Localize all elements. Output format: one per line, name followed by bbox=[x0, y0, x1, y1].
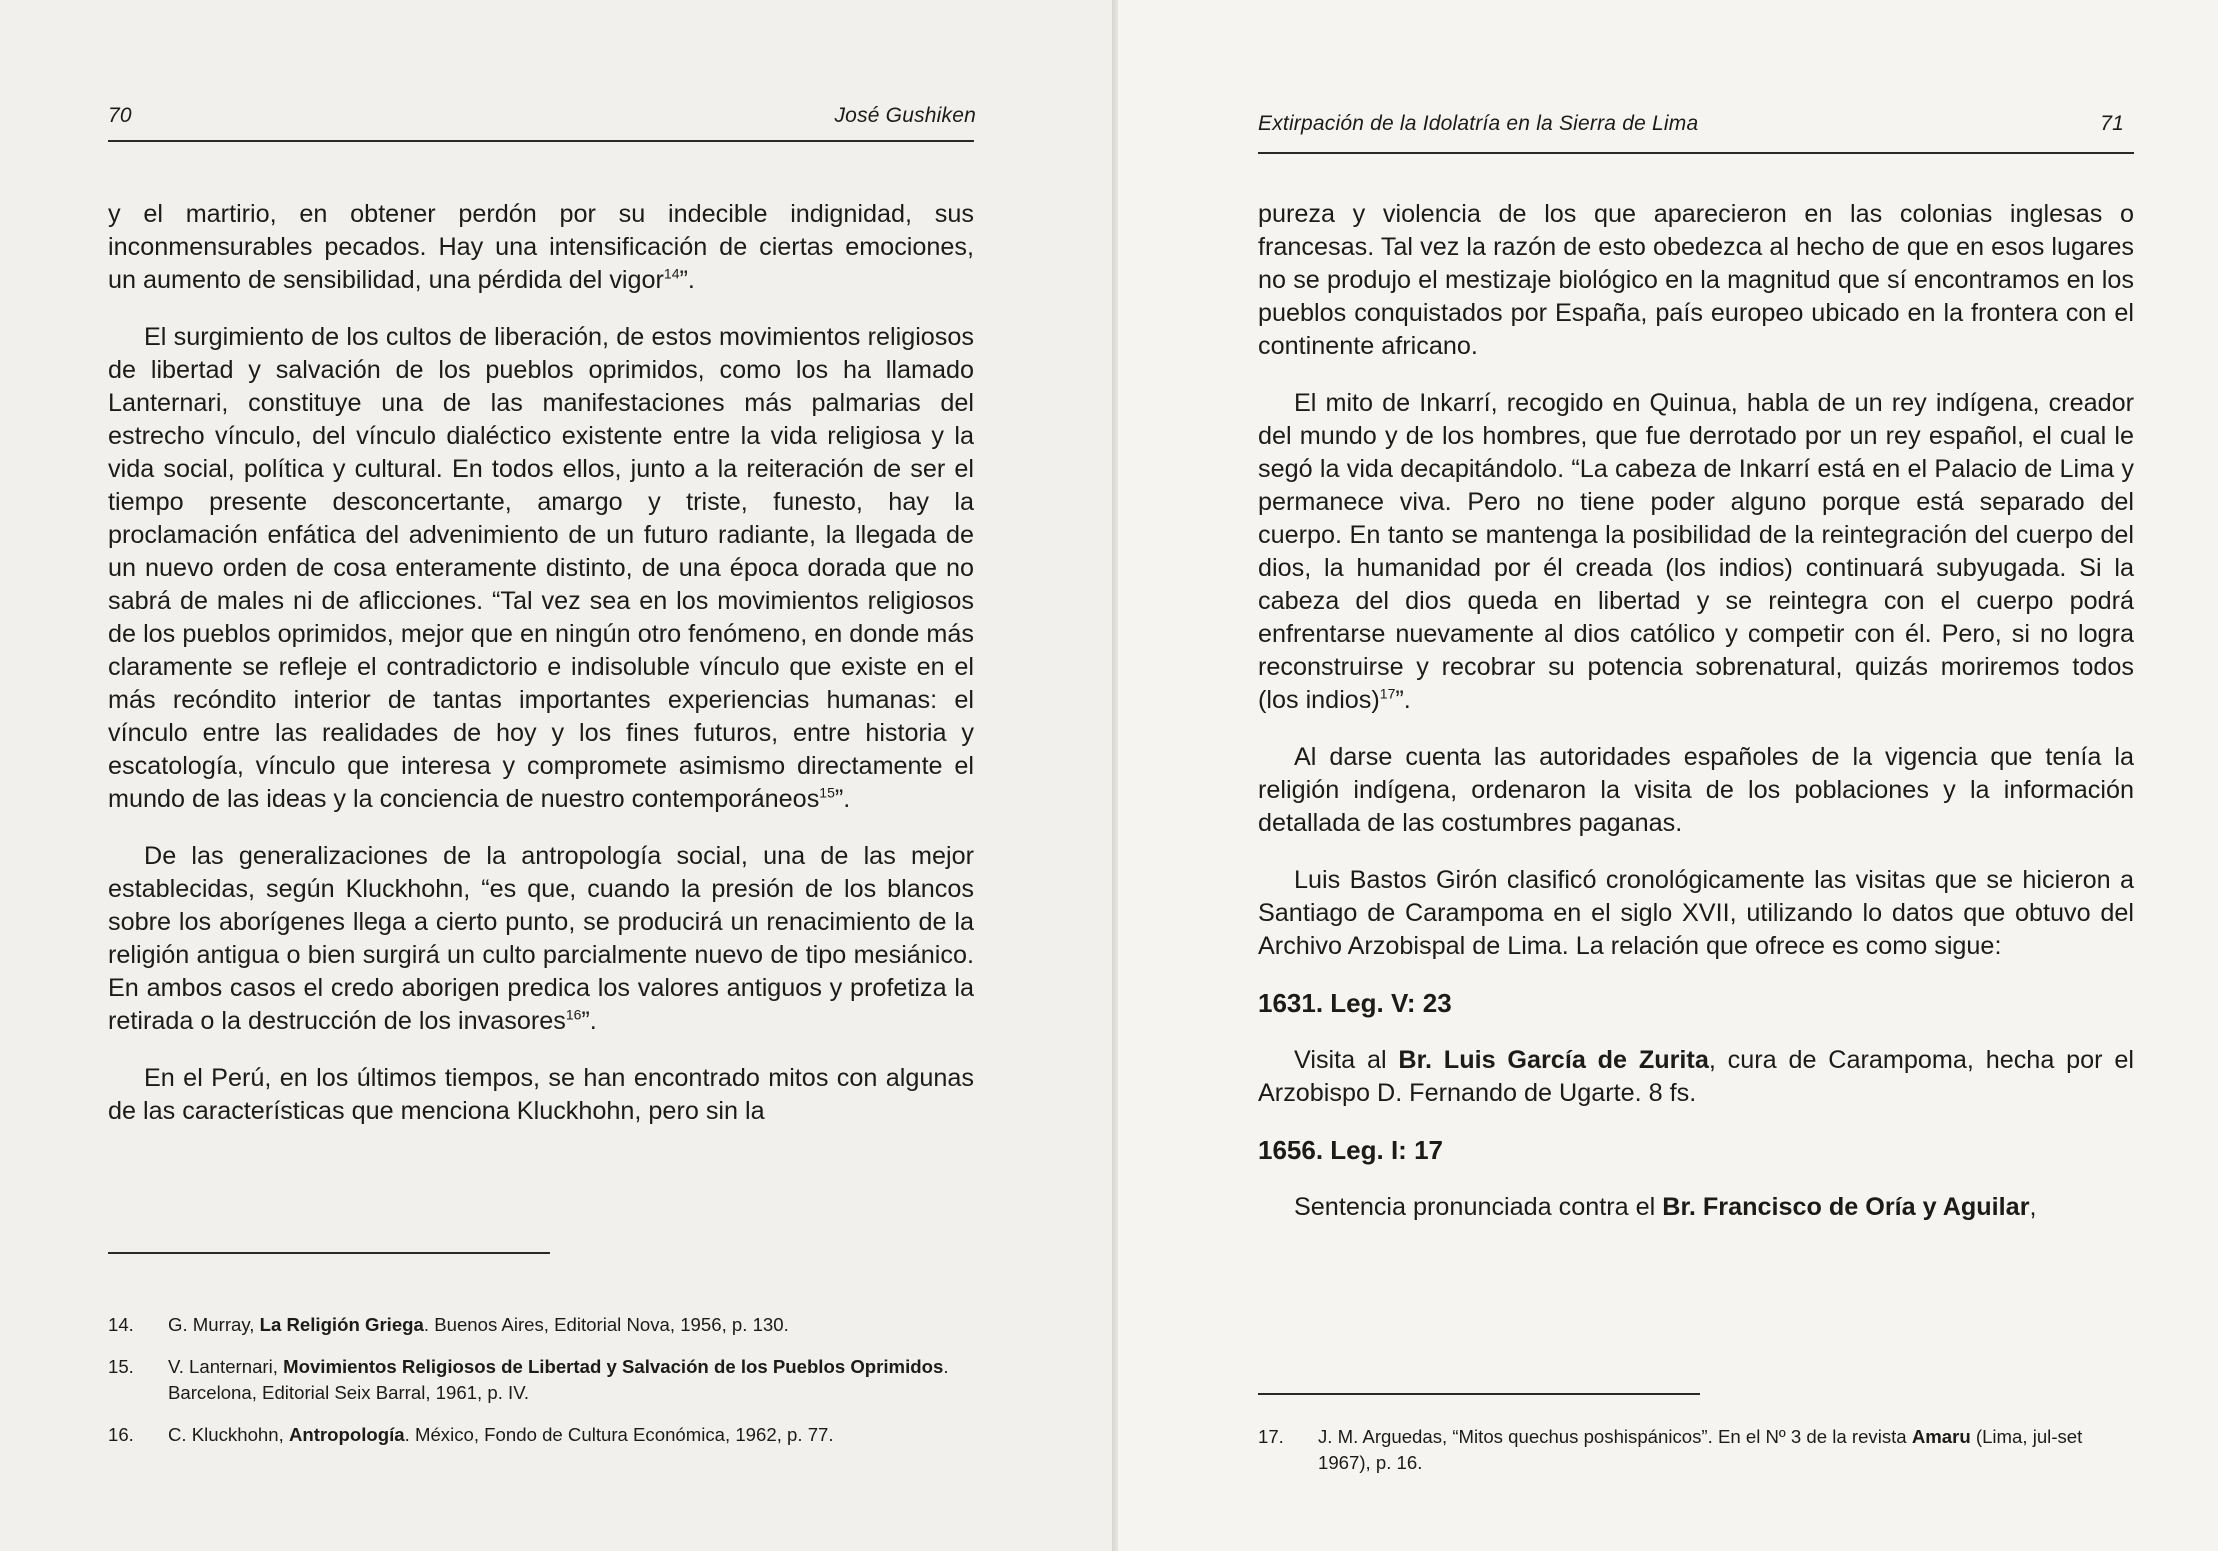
footnote: 15. V. Lanternari, Movimientos Religiosos de Libertad y Salvación de los Pueblos Oprimidos. Barcelona, Editorial Seix Barral, 1961, p. IV. bbox=[108, 1356, 949, 1403]
paragraph: De las generalizaciones de la antropología social, una de las mejor establecidas, según Kluckhohn, “es que, cuando la presión de los blancos sobre los aborígenes llega a cierto punto, se producirá un renacimiento de la religión antigua o bien surgirá un culto parcialmente nuevo de tipo mesiánico. En ambos casos el credo aborigen predica los valores antiguos y profetiza la retirada o la destrucción de los invasores$^{16}$”. bbox=[108, 842, 974, 1035]
footnote-ref: 15 bbox=[819, 784, 835, 801]
paragraph: Visita al Br. Luis García de Zurita, cura de Carampoma, hecha por el Arzobispo D. Fernando de Ugarte. 8 fs. bbox=[1258, 1046, 2134, 1107]
paragraph: El mito de Inkarrí, recogido en Quinua, habla de un rey indígena, creador del mundo y de los hombres, que fue derrotado por un rey español, el cual le segó la vida decapitándolo. “La cabeza de Inkarrí está en el Palacio de Lima y permanece viva. Pero no tiene poder alguno porque está separado del cuerpo. En tanto se mantenga la posibilidad de la reintegración del cuerpo del dios, la humanidad por él creada (los indios) continuará subyugada. Si la cabeza del dios queda en libertad y se reintegra con el cuerpo podrá enfrentarse nuevamente al dios católico y competir con él. Pero, si no logra reconstruirse y recobrar su potencia sobrenatural, quizás moriremos todos (los indios)$^{17}$”. bbox=[1258, 389, 2134, 714]
page-number: 71 bbox=[2100, 112, 2124, 135]
paragraph: Luis Bastos Girón clasificó cronológicamente las visitas que se hicieron a Santiago de Carampoma en el siglo XVII, utilizando lo datos que obtuvo del Archivo Arzobispal de Lima. La relación que ofrece es como sigue: bbox=[1258, 866, 2134, 960]
right-page bbox=[1118, 0, 2218, 1551]
paragraph: En el Perú, en los últimos tiempos, se han encontrado mitos con algunas de las características que menciona Kluckhohn, pero sin la bbox=[108, 1064, 974, 1125]
footnote-rule bbox=[1258, 1393, 1700, 1395]
footnote-ref: 14 bbox=[663, 265, 680, 282]
paragraph: El surgimiento de los cultos de liberación, de estos movimientos religiosos de libertad y salvación de los pueblos oprimidos, como los ha llamado Lanternari, constituye una de las manifestaciones más palmarias del estrecho vínculo, del vínculo dialéctico existente entre la vida religiosa y la vida social, política y cultural. En todos ellos, junto a la reiteración de ser el tiempo presente desconcertante, amargo y triste, funesto, hay la proclamación enfática del advenimiento de un futuro radiante, la llegada de un nuevo orden de cosa enteramente distinto, de una época dorada que no sabrá de males ni de aflicciones. “Tal vez sea en los movimientos religiosos de los pueblos oprimidos, mejor que en ningún otro fenómeno, en donde más claramente se refleje el contradictorio e indisoluble vínculo que existe en el más recóndito interior de tantas importantes experiencias humanas: el vínculo entre las realidades de hoy y los fines futuros, entre historia y escatología, vínculo que interesa y compromete asimismo directamente el mundo de las ideas y la conciencia de nuestro contemporáneos$^{15}$”. bbox=[108, 323, 974, 813]
footnotes bbox=[108, 1312, 974, 1464]
footnote: 14. G. Murray, La Religión Griega. Buenos Aires, Editorial Nova, 1956, p. 130. bbox=[108, 1314, 789, 1335]
body-text bbox=[1258, 198, 2134, 1248]
footnote-rule bbox=[108, 1252, 550, 1254]
body-text bbox=[108, 198, 974, 1152]
header-rule bbox=[108, 140, 974, 142]
header-author: José Gushiken bbox=[834, 104, 976, 127]
footnotes bbox=[1258, 1424, 2134, 1492]
footnote: 16. C. Kluckhohn, Antropología. México, Fondo de Cultura Económica, 1962, p. 77. bbox=[108, 1424, 834, 1445]
footnote-ref: 16 bbox=[565, 1006, 582, 1023]
paragraph: y el martirio, en obtener perdón por su indecible indignidad, sus inconmensurables pecados. Hay una intensificación de ciertas emociones, un aumento de sensibilidad, una pérdida del vigor$^{14}$”. bbox=[108, 200, 974, 294]
paragraph: Al darse cuenta las autoridades españoles de la vigencia que tenía la religión indígena, ordenaron la visita de los poblaciones y la información detallada de las costumbres paganas. bbox=[1258, 743, 2134, 837]
footnote: 17. J. M. Arguedas, “Mitos quechus poshispánicos”. En el Nº 3 de la revista Amaru (Lima, jul-set 1967), p. 16. bbox=[1258, 1426, 2083, 1473]
page-number: 70 bbox=[108, 104, 132, 127]
paragraph: pureza y violencia de los que aparecieron en las colonias inglesas o francesas. Tal vez la razón de esto obedezca al hecho de que en esos lugares no se produjo el mestizaje biológico en la magnitud que sí encontramos en los pueblos conquistados por España, país europeo ubicado en la frontera con el continente africano. bbox=[1258, 200, 2134, 360]
record-heading: 1656. Leg. I: 17 bbox=[1258, 1135, 1443, 1165]
footnote-ref: 17 bbox=[1379, 685, 1396, 702]
record-heading: 1631. Leg. V: 23 bbox=[1258, 988, 1452, 1018]
paragraph: Sentencia pronunciada contra el Br. Francisco de Oría y Aguilar, bbox=[1294, 1193, 2037, 1221]
header-rule bbox=[1258, 152, 2134, 154]
header-title: Extirpación de la Idolatría en la Sierra de Lima bbox=[1258, 112, 1699, 135]
